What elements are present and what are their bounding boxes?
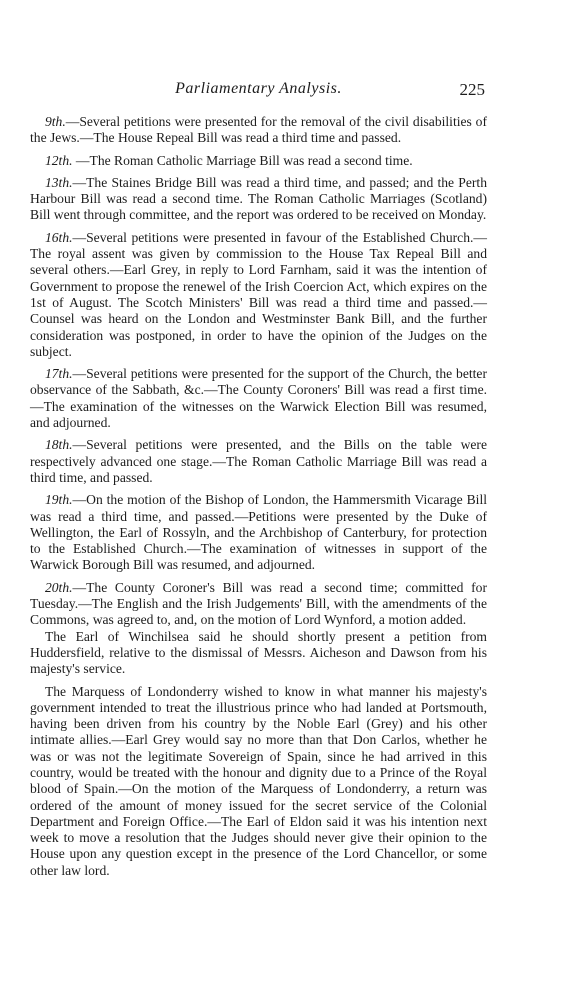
entry-text: The Earl of Winchilsea said he should shortly present a petition from Huddersfield, relative to the dismissal of Messrs. Aicheson and Dawson from his majesty's service. (30, 628, 487, 677)
paragraph-13th (30, 175, 487, 224)
entry-date: 16th. (44, 229, 73, 245)
paragraph-londonderry (30, 684, 487, 880)
entry-date: 12th. (44, 152, 73, 168)
entry-text: —Several petitions were presented for the support of the Church, the better observance of the Sabbath, &c.—The County Coroners' Bill was read a first time.—The examination of the witnesses on the Warwick Election Bill was resumed, and adjourned. (30, 366, 487, 431)
entry-text: —The Roman Catholic Marriage Bill was read a second time. (72, 152, 413, 168)
document-page (30, 80, 487, 885)
entry-date: 19th. (44, 492, 73, 508)
entry-text: —The County Coroner's Bill was read a second time; committed for Tuesday.—The English and the Irish Judgements' Bill, with the amendments of the Commons, was agreed to, and, on the motion of Lord Wynford, a motion added. (30, 579, 487, 628)
entry-date: 9th. (44, 114, 66, 129)
entry-text: —On the motion of the Bishop of London, the Hammersmith Vicarage Bill was read a third time, and passed.—Petitions were presented by the Duke of Wellington, the Earl of Rossyln, and the Archbishop of Canterbury, for protection to the Established Church.—The examination of witnesses in support of the Warwick Borough Bill was resumed, and adjourned. (30, 492, 487, 573)
page-number: 225 (459, 80, 485, 99)
entry-text: —Several petitions were presented, and the Bills on the table were respectively advanced one stage.—The Roman Catholic Marriage Bill was read a third time, and passed. (30, 437, 487, 485)
entry-text: The Marquess of Londonderry wished to know in what manner his majesty's government intended to treat the illustrious prince who had landed at Portsmouth, having been driven from his country by the Noble Earl (Grey) and his other intimate allies.—Earl Grey would say no more than that Don Carlos, whether he was or was not the legitimate Sovereign of Spain, since he had arrived in this country, would be treated with the honour and dignity due to a Prince of the Royal blood of Spain.—On the motion of the Marquess of Londonderry, a return was ordered of the amount of money issued for the secret service of the Colonial Department and Foreign Office.—The Earl of Eldon said it was his intention next week to move a resolution that the Judges should never give their opinion to the House upon any question except in the presence of the Lord Chancellor, or some other law lord. (30, 683, 487, 878)
paragraph-17th (30, 366, 487, 431)
entry-text: —The Staines Bridge Bill was read a third time, and passed; and the Perth Harbour Bill was read a second time. The Roman Catholic Marriages (Scotland) Bill went through committee, and the report was ordered to be received on Monday. (30, 174, 487, 223)
entry-date: 18th. (44, 437, 73, 453)
entry-date: 20th. (44, 579, 73, 595)
paragraph-18th (30, 437, 487, 486)
running-title: Parliamentary Analysis. (175, 80, 342, 97)
paragraph-19th (30, 492, 487, 573)
running-header (30, 80, 487, 102)
paragraph-16th (30, 230, 487, 360)
paragraph-12th (30, 153, 487, 169)
paragraph-winchilsea (30, 629, 487, 678)
paragraph-20th (30, 580, 487, 629)
entry-text: —Several petitions were presented for the removal of the civil disabilities of the Jews.—The House Repeal Bill was read a third time and passed. (30, 114, 487, 146)
entry-date: 13th. (44, 174, 73, 190)
paragraph-9th (30, 114, 487, 147)
entry-text: —Several petitions were presented in favour of the Established Church.—The royal assent was given by commission to the House Tax Repeal Bill and several others.—Earl Grey, in reply to Lord Farnham, said it was the intention of Government to propose the renewel of the Irish Coercion Act, which expires on the 1st of August. The Scotch Ministers' Bill was read a third time and passed.—Counsel was heard on the London and Westminster Bank Bill, and the further consideration was postponed, in order to have the opinion of the Judges on the subject. (30, 229, 487, 359)
entry-date: 17th. (44, 366, 73, 382)
